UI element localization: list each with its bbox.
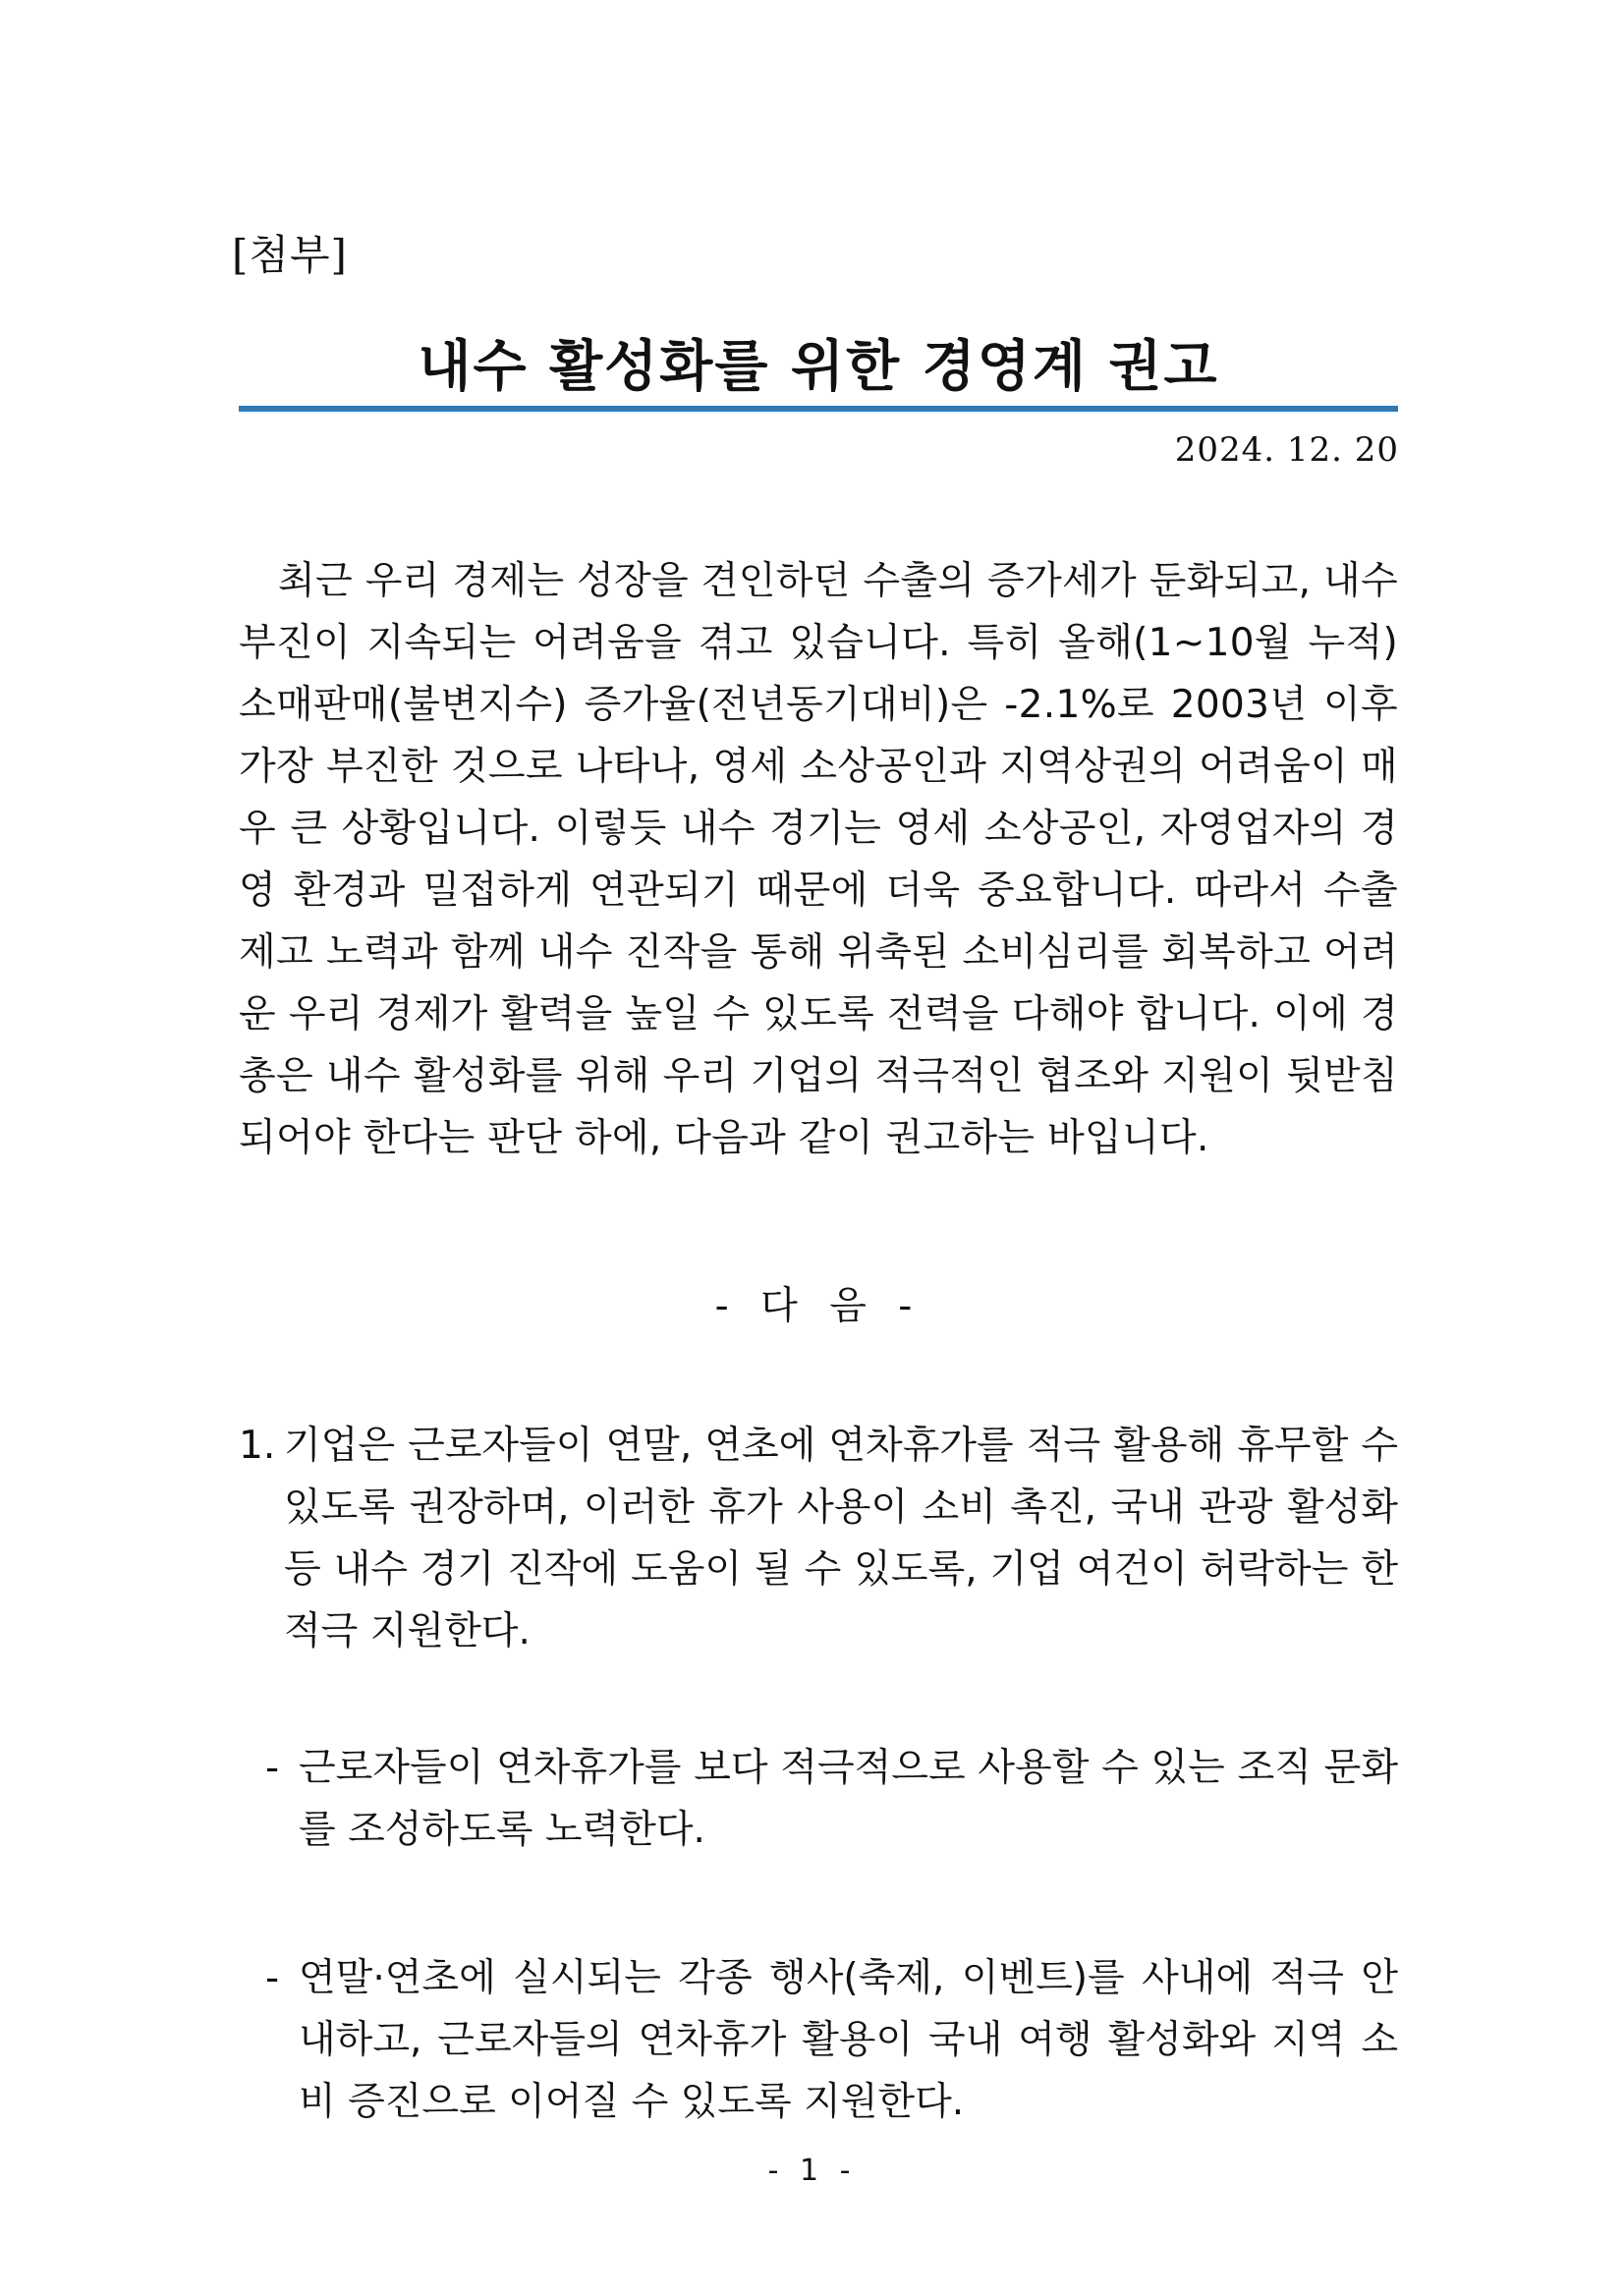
attachment-label: [첨부] xyxy=(232,231,348,279)
title-underline xyxy=(239,406,1398,412)
document-title: 내수 활성화를 위한 경영계 권고 xyxy=(418,335,1219,399)
subitem-dash: - xyxy=(265,1956,280,2000)
item-text: 기업은 근로자들이 연말, 연초에 연차휴가를 적극 활용해 휴무할 수 있도록 권장하며, 이러한 휴가 사용이 소비 촉진, 국내 관광 활성화 등 내수 경기 진작에 도움이 될 수 있도록, 기업 여건이 허락하는 한 적극 지원한다. xyxy=(284,1424,1398,1653)
recommendation-subitem xyxy=(265,1737,1398,1861)
subitem-text: 연말·연초에 실시되는 각종 행사(축제, 이벤트)를 사내에 적극 안내하고, 근로자들의 연차휴가 활용이 국내 여행 활성화와 지역 소비 증진으로 이어질 수 있도록 지원한다. xyxy=(299,1956,1398,2124)
subitem-text: 근로자들이 연차휴가를 보다 적극적으로 사용할 수 있는 조직 문화를 조성하도록 노력한다. xyxy=(299,1746,1398,1852)
section-separator: - 다 음 - xyxy=(714,1284,923,1328)
recommendation-subitem xyxy=(265,1947,1398,2133)
subitem-dash: - xyxy=(265,1746,280,1790)
item-number: 1. xyxy=(239,1424,276,1468)
recommendation-item xyxy=(239,1415,1398,1662)
intro-paragraph: 최근 우리 경제는 성장을 견인하던 수출의 증가세가 둔화되고, 내수 부진이 지속되는 어려움을 겪고 있습니다. 특히 올해(1~10월 누적) 소매판매(불변지수) 증가율(전년동기대비)은 -2.1%로 2003년 이후 가장 부진한 것으로 나타나, 영세 소상공인과 지역상권의 어려움이 매우 큰 상황입니다. 이렇듯 내수 경기는 영세 소상공인, 자영업자의 경영 환경과 밀접하게 연관되기 때문에 더욱 중요합니다. 따라서 수출 제고 노력과 함께 내수 진작을 통해 위축된 소비심리를 회복하고 어려운 우리 경제가 활력을 높일 수 있도록 전력을 다해야 합니다. 이에 경총은 내수 활성화를 위해 우리 기업의 적극적인 협조와 지원이 뒷받침되어야 한다는 판단 하에, 다음과 같이 권고하는 바입니다. xyxy=(239,559,1398,1160)
page-number: - 1 - xyxy=(767,2154,857,2188)
document-date: 2024. 12. 20 xyxy=(1174,430,1399,470)
